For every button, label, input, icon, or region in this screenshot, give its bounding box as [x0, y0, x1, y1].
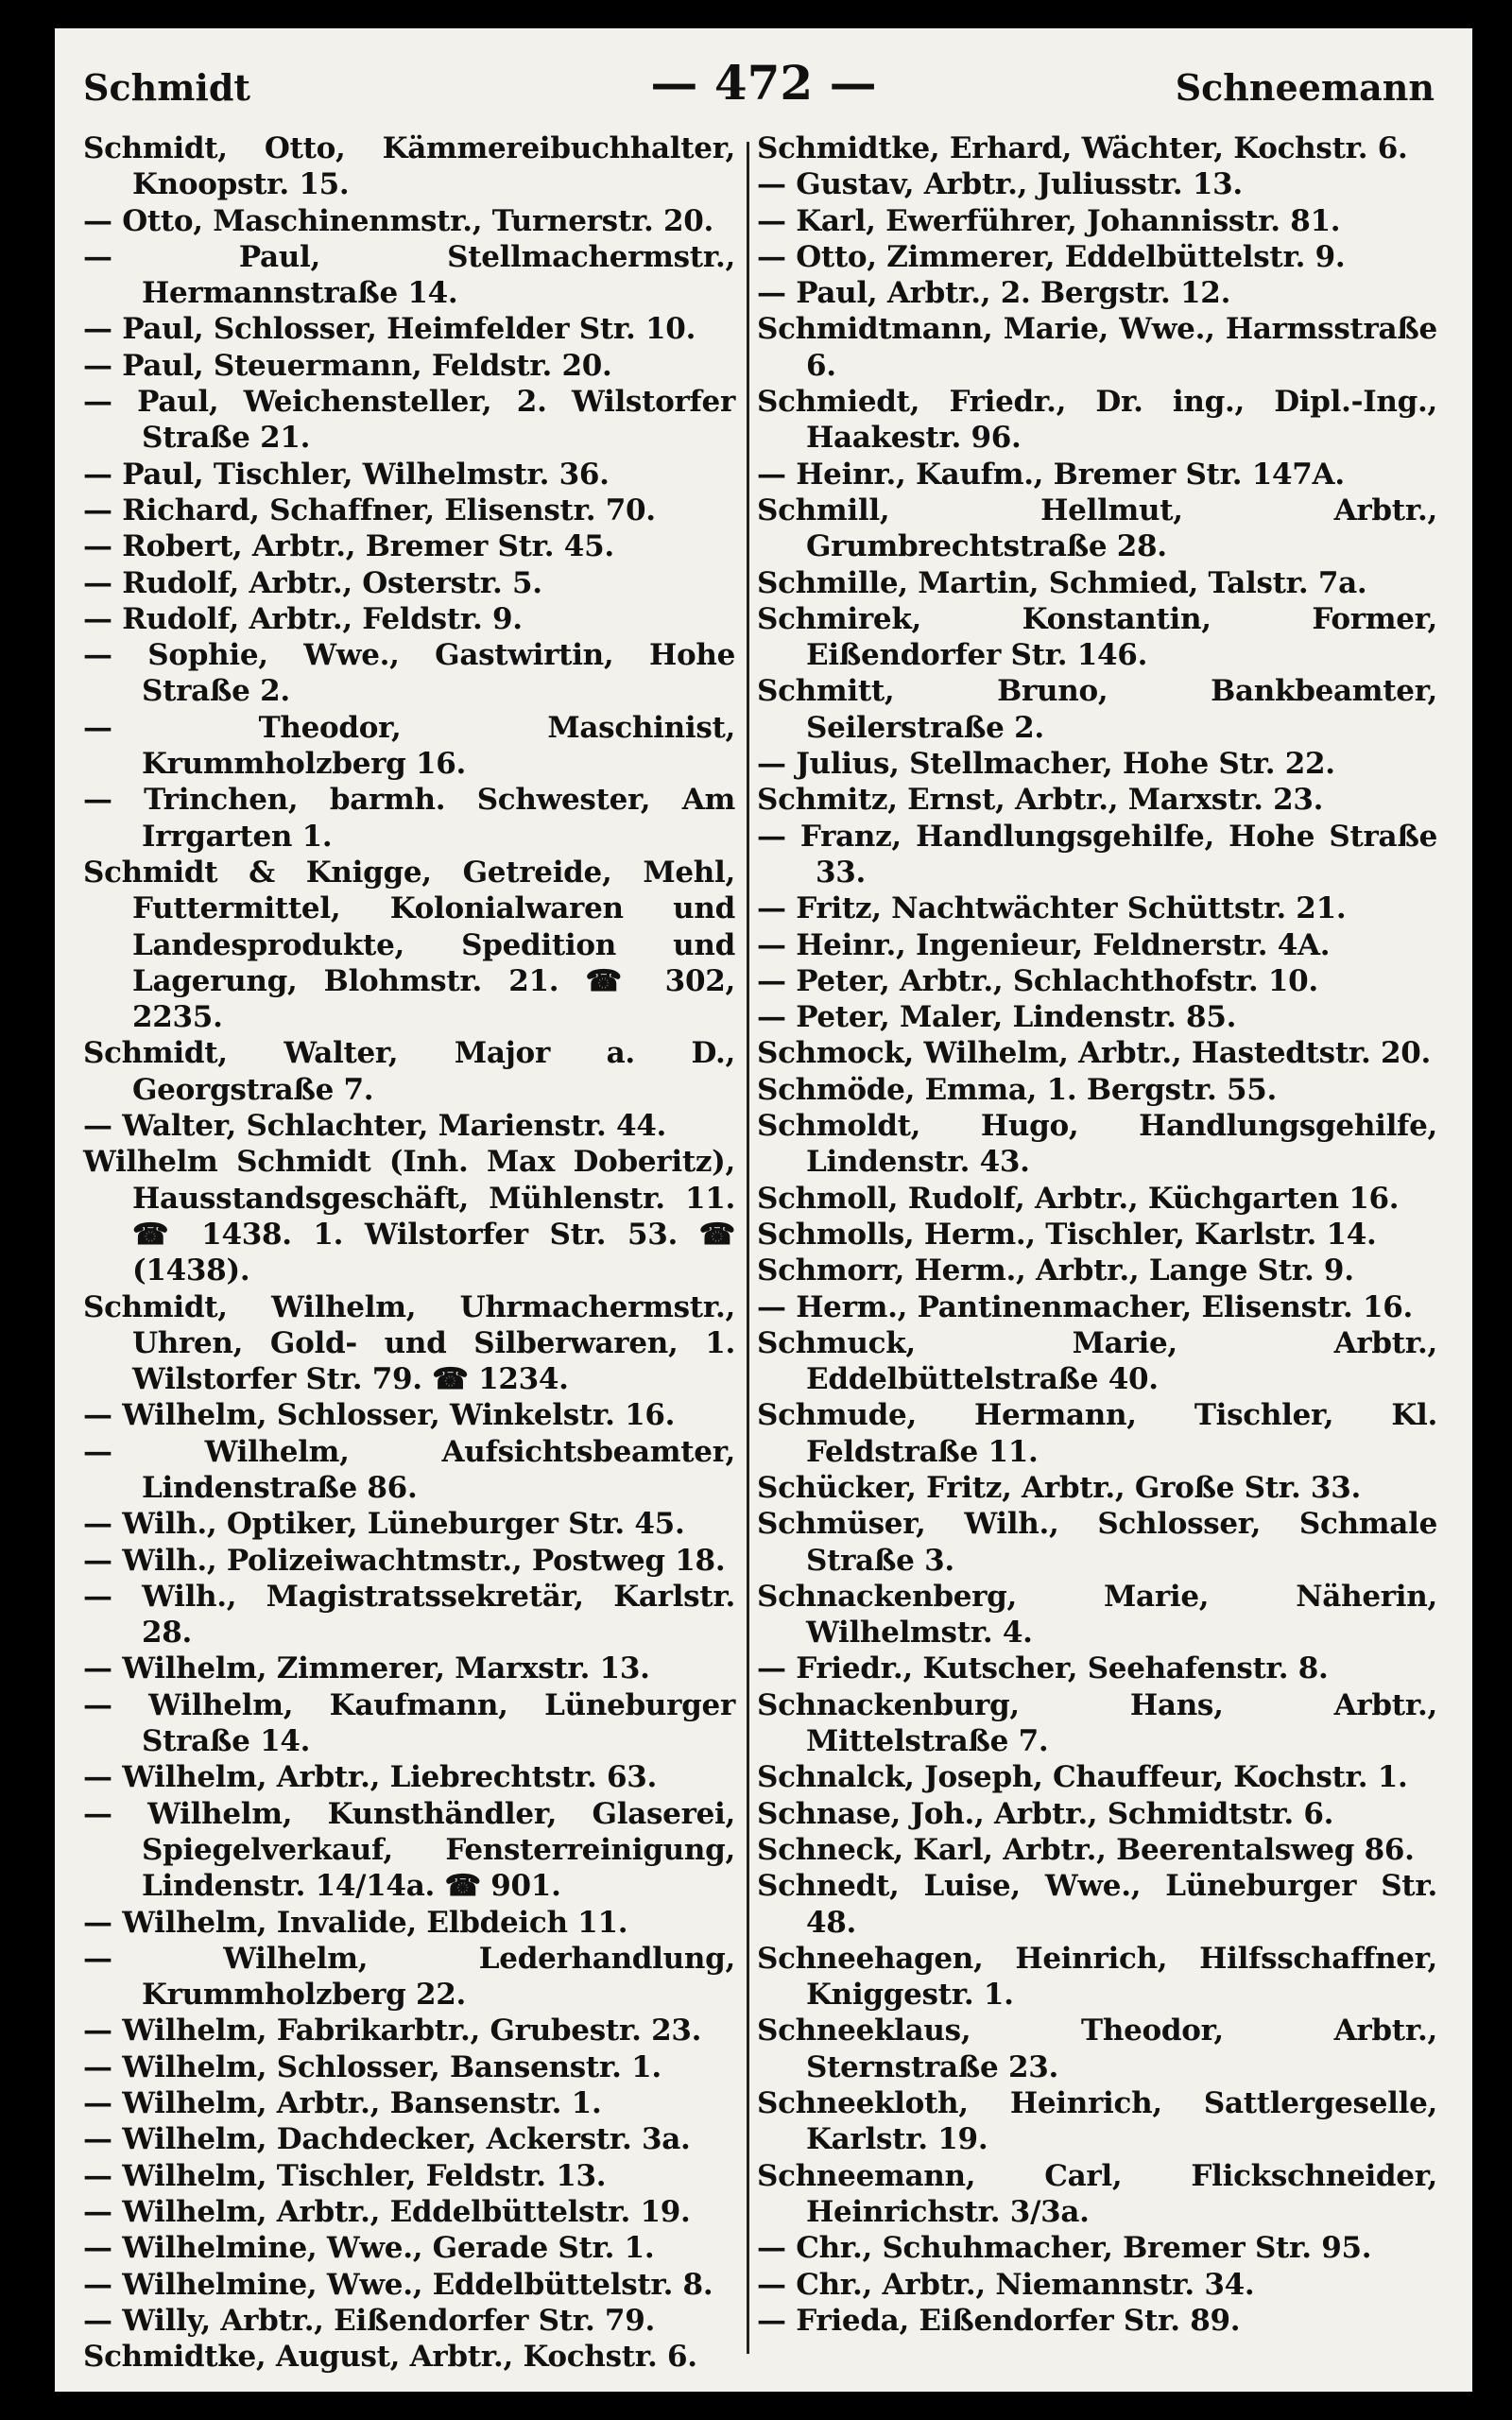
directory-entry: — Chr., Schuhmacher, Bremer Str. 95.	[757, 2231, 1372, 2266]
directory-entry: — Paul, Stellmachermstr., Hermannstraße 14.	[83, 239, 735, 311]
header-right-keyword: Schneemann	[1175, 66, 1435, 109]
directory-entry: Schmidt, Wilhelm, Uhrmachermstr., Uhren, Gold- und Silberwaren, 1. Wilstorfer Str. 79. ☎ 1234.	[83, 1289, 735, 1397]
directory-entry: — Wilh., Optiker, Lüneburger Str. 45.	[83, 1507, 685, 1542]
directory-entry: Schnalck, Joseph, Chauffeur, Kochstr. 1.	[757, 1760, 1408, 1795]
directory-entry: — Wilhelm, Fabrikarbtr., Grubestr. 23.	[83, 2014, 702, 2048]
directory-entry: — Wilhelm, Aufsichtsbeamter, Lindenstraße 86.	[83, 1434, 735, 1505]
directory-entry: — Wilhelm, Tischler, Feldstr. 13.	[83, 2158, 607, 2193]
directory-entry: Schmock, Wilhelm, Arbtr., Hastedtstr. 20.	[757, 1036, 1432, 1071]
directory-entry: Schmüser, Wilh., Schlosser, Schmale Straße 3.	[757, 1507, 1437, 1578]
directory-entry: — Chr., Arbtr., Niemannstr. 34.	[757, 2267, 1255, 2302]
directory-entry: Schmidtke, August, Arbtr., Kochstr. 6.	[83, 2340, 697, 2375]
directory-entry: — Wilhelm, Arbtr., Bansenstr. 1.	[83, 2086, 602, 2121]
directory-entry: Schmidt & Knigge, Getreide, Mehl, Futtermittel, Kolonialwaren und Landesprodukte, Spedition und Lagerung, Blohmstr. 21. ☎ 302, 2235.	[83, 855, 735, 1035]
directory-entry: — Wilhelm, Arbtr., Eddelbüttelstr. 19.	[83, 2194, 691, 2229]
directory-entry: — Wilh., Polizeiwachtmstr., Postweg 18.	[83, 1543, 726, 1578]
directory-entry: — Richard, Schaffner, Elisenstr. 70.	[83, 493, 656, 527]
directory-entry: Schnase, Joh., Arbtr., Schmidtstr. 6.	[757, 1796, 1334, 1831]
directory-entry: — Rudolf, Arbtr., Feldstr. 9.	[83, 601, 523, 636]
directory-entry: Schneeklaus, Theodor, Arbtr., Sternstraße 23.	[757, 2014, 1437, 2084]
directory-entry: — Heinr., Ingenieur, Feldnerstr. 4A.	[757, 927, 1331, 962]
directory-entry: — Wilhelm, Invalide, Elbdeich 11.	[83, 1905, 628, 1940]
directory-entry: Schmiedt, Friedr., Dr. ing., Dipl.-Ing., Haakestr. 96.	[757, 385, 1437, 456]
directory-entry: Schmitt, Bruno, Bankbeamter, Seilerstraße 2.	[757, 674, 1437, 745]
directory-entry: — Wilhelmine, Wwe., Gerade Str. 1.	[83, 2231, 655, 2266]
directory-entry: — Karl, Ewerführer, Johannisstr. 81.	[757, 203, 1341, 238]
directory-entry: — Paul, Schlosser, Heimfelder Str. 10.	[83, 312, 696, 347]
directory-entry: — Willy, Arbtr., Eißendorfer Str. 79.	[83, 2303, 655, 2338]
directory-entry: — Gustav, Arbtr., Juliusstr. 13.	[757, 167, 1243, 202]
directory-entry: Schmoll, Rudolf, Arbtr., Küchgarten 16.	[757, 1181, 1400, 1216]
directory-entry: — Franz, Handlungsgehilfe, Hohe Straße 33.	[757, 819, 1437, 890]
directory-entry: — Wilhelm, Zimmerer, Marxstr. 13.	[83, 1651, 650, 1686]
directory-entry: Schmidt, Otto, Kämmereibuchhalter, Knoopstr. 15.	[83, 131, 735, 202]
directory-entry: Schmitz, Ernst, Arbtr., Marxstr. 23.	[757, 783, 1324, 818]
directory-entry: Schnackenburg, Hans, Arbtr., Mittelstraße 7.	[757, 1687, 1437, 1759]
directory-entry: Schmöde, Emma, 1. Bergstr. 55.	[757, 1072, 1278, 1107]
directory-entry: — Wilhelm, Kunsthändler, Glaserei, Spiegelverkauf, Fensterreinigung, Lindenstr. 14/14a. ☎ 901.	[83, 1796, 735, 1904]
directory-entry: Schmidtke, Erhard, Wächter, Kochstr. 6.	[757, 131, 1408, 165]
directory-entry: — Paul, Tischler, Wilhelmstr. 36.	[83, 457, 610, 492]
directory-entry: — Paul, Weichensteller, 2. Wilstorfer Straße 21.	[83, 385, 735, 456]
directory-entry: Schmolls, Herm., Tischler, Karlstr. 14.	[757, 1217, 1377, 1252]
directory-entry: — Theodor, Maschinist, Krummholzberg 16.	[83, 710, 735, 782]
directory-entry: — Peter, Arbtr., Schlachthofstr. 10.	[757, 963, 1318, 998]
directory-entry: Schneehagen, Heinrich, Hilfsschaffner, Kniggestr. 1.	[757, 1941, 1437, 2013]
directory-entry: — Wilhelm, Schlosser, Winkelstr. 16.	[83, 1398, 676, 1433]
directory-entry: — Rudolf, Arbtr., Osterstr. 5.	[83, 565, 542, 600]
page-number: — 472 —	[650, 55, 877, 111]
directory-entry: Schmude, Hermann, Tischler, Kl. Feldstraße 11.	[757, 1398, 1437, 1469]
directory-entry: — Otto, Maschinenmstr., Turnerstr. 20.	[83, 203, 714, 238]
directory-entry: Wilhelm Schmidt (Inh. Max Doberitz), Hausstandsgeschäft, Mühlenstr. 11. ☎ 1438. 1. Wilstorfer Str. 53. ☎ (1438).	[83, 1145, 735, 1288]
directory-entry: — Robert, Arbtr., Bremer Str. 45.	[83, 529, 614, 564]
left-column	[83, 130, 735, 2375]
directory-entry: — Wilhelm, Arbtr., Liebrechtstr. 63.	[83, 1760, 658, 1795]
directory-entry: — Peter, Maler, Lindenstr. 85.	[757, 1000, 1237, 1035]
directory-entry: — Wilh., Magistratssekretär, Karlstr. 28.	[83, 1579, 735, 1651]
column-divider	[747, 142, 749, 2354]
directory-entry: Schneekloth, Heinrich, Sattlergeselle, Karlstr. 19.	[757, 2086, 1437, 2157]
page-header	[55, 49, 1472, 115]
directory-entry: — Paul, Arbtr., 2. Bergstr. 12.	[757, 276, 1231, 311]
directory-entry: — Julius, Stellmacher, Hohe Str. 22.	[757, 747, 1335, 782]
directory-entry: — Trinchen, barmh. Schwester, Am Irrgarten 1.	[83, 783, 735, 854]
directory-entry: — Wilhelm, Lederhandlung, Krummholzberg 22.	[83, 1941, 735, 2013]
directory-entry: Schmidt, Walter, Major a. D., Georgstraße 7.	[83, 1036, 735, 1107]
directory-entry: Schmille, Martin, Schmied, Talstr. 7a.	[757, 565, 1367, 600]
right-column	[757, 130, 1437, 2352]
directory-entry: — Walter, Schlachter, Marienstr. 44.	[83, 1109, 667, 1144]
directory-page	[55, 28, 1472, 2392]
directory-entry: Schnedt, Luise, Wwe., Lüneburger Str. 48.	[757, 1869, 1437, 1940]
directory-entry: Schmoldt, Hugo, Handlungsgehilfe, Lindenstr. 43.	[757, 1109, 1437, 1180]
directory-entry: Schmorr, Herm., Arbtr., Lange Str. 9.	[757, 1253, 1354, 1288]
directory-entry: Schmuck, Marie, Arbtr., Eddelbüttelstraße 40.	[757, 1325, 1437, 1397]
directory-entry: — Sophie, Wwe., Gastwirtin, Hohe Straße 2.	[83, 638, 735, 709]
directory-entry: Schmirek, Konstantin, Former, Eißendorfer Str. 146.	[757, 601, 1437, 673]
directory-entry: — Frieda, Eißendorfer Str. 89.	[757, 2303, 1241, 2338]
directory-entry: Schmill, Hellmut, Arbtr., Grumbrechtstraße 28.	[757, 493, 1437, 564]
directory-entry: — Wilhelm, Dachdecker, Ackerstr. 3a.	[83, 2122, 691, 2157]
directory-entry: Schmidtmann, Marie, Wwe., Harmsstraße 6.	[757, 312, 1437, 383]
directory-entry: Schnackenberg, Marie, Näherin, Wilhelmstr. 4.	[757, 1579, 1437, 1651]
header-left-keyword: Schmidt	[83, 66, 250, 109]
directory-entry: — Friedr., Kutscher, Seehafenstr. 8.	[757, 1651, 1329, 1686]
directory-entry: — Paul, Steuermann, Feldstr. 20.	[83, 348, 612, 383]
directory-entry: — Otto, Zimmerer, Eddelbüttelstr. 9.	[757, 239, 1346, 274]
directory-entry: — Heinr., Kaufm., Bremer Str. 147A.	[757, 457, 1345, 492]
directory-entry: Schücker, Fritz, Arbtr., Große Str. 33.	[757, 1470, 1361, 1505]
directory-entry: Schneemann, Carl, Flickschneider, Heinrichstr. 3/3a.	[757, 2158, 1437, 2229]
directory-entry: — Fritz, Nachtwächter Schüttstr. 21.	[757, 891, 1347, 926]
directory-entry: — Wilhelm, Schlosser, Bansenstr. 1.	[83, 2049, 662, 2084]
directory-entry: — Wilhelm, Kaufmann, Lüneburger Straße 14.	[83, 1687, 735, 1759]
directory-entry: — Herm., Pantinenmacher, Elisenstr. 16.	[757, 1289, 1413, 1324]
directory-entry: Schneck, Karl, Arbtr., Beerentalsweg 86.	[757, 1832, 1415, 1867]
directory-entry: — Wilhelmine, Wwe., Eddelbüttelstr. 8.	[83, 2267, 713, 2302]
